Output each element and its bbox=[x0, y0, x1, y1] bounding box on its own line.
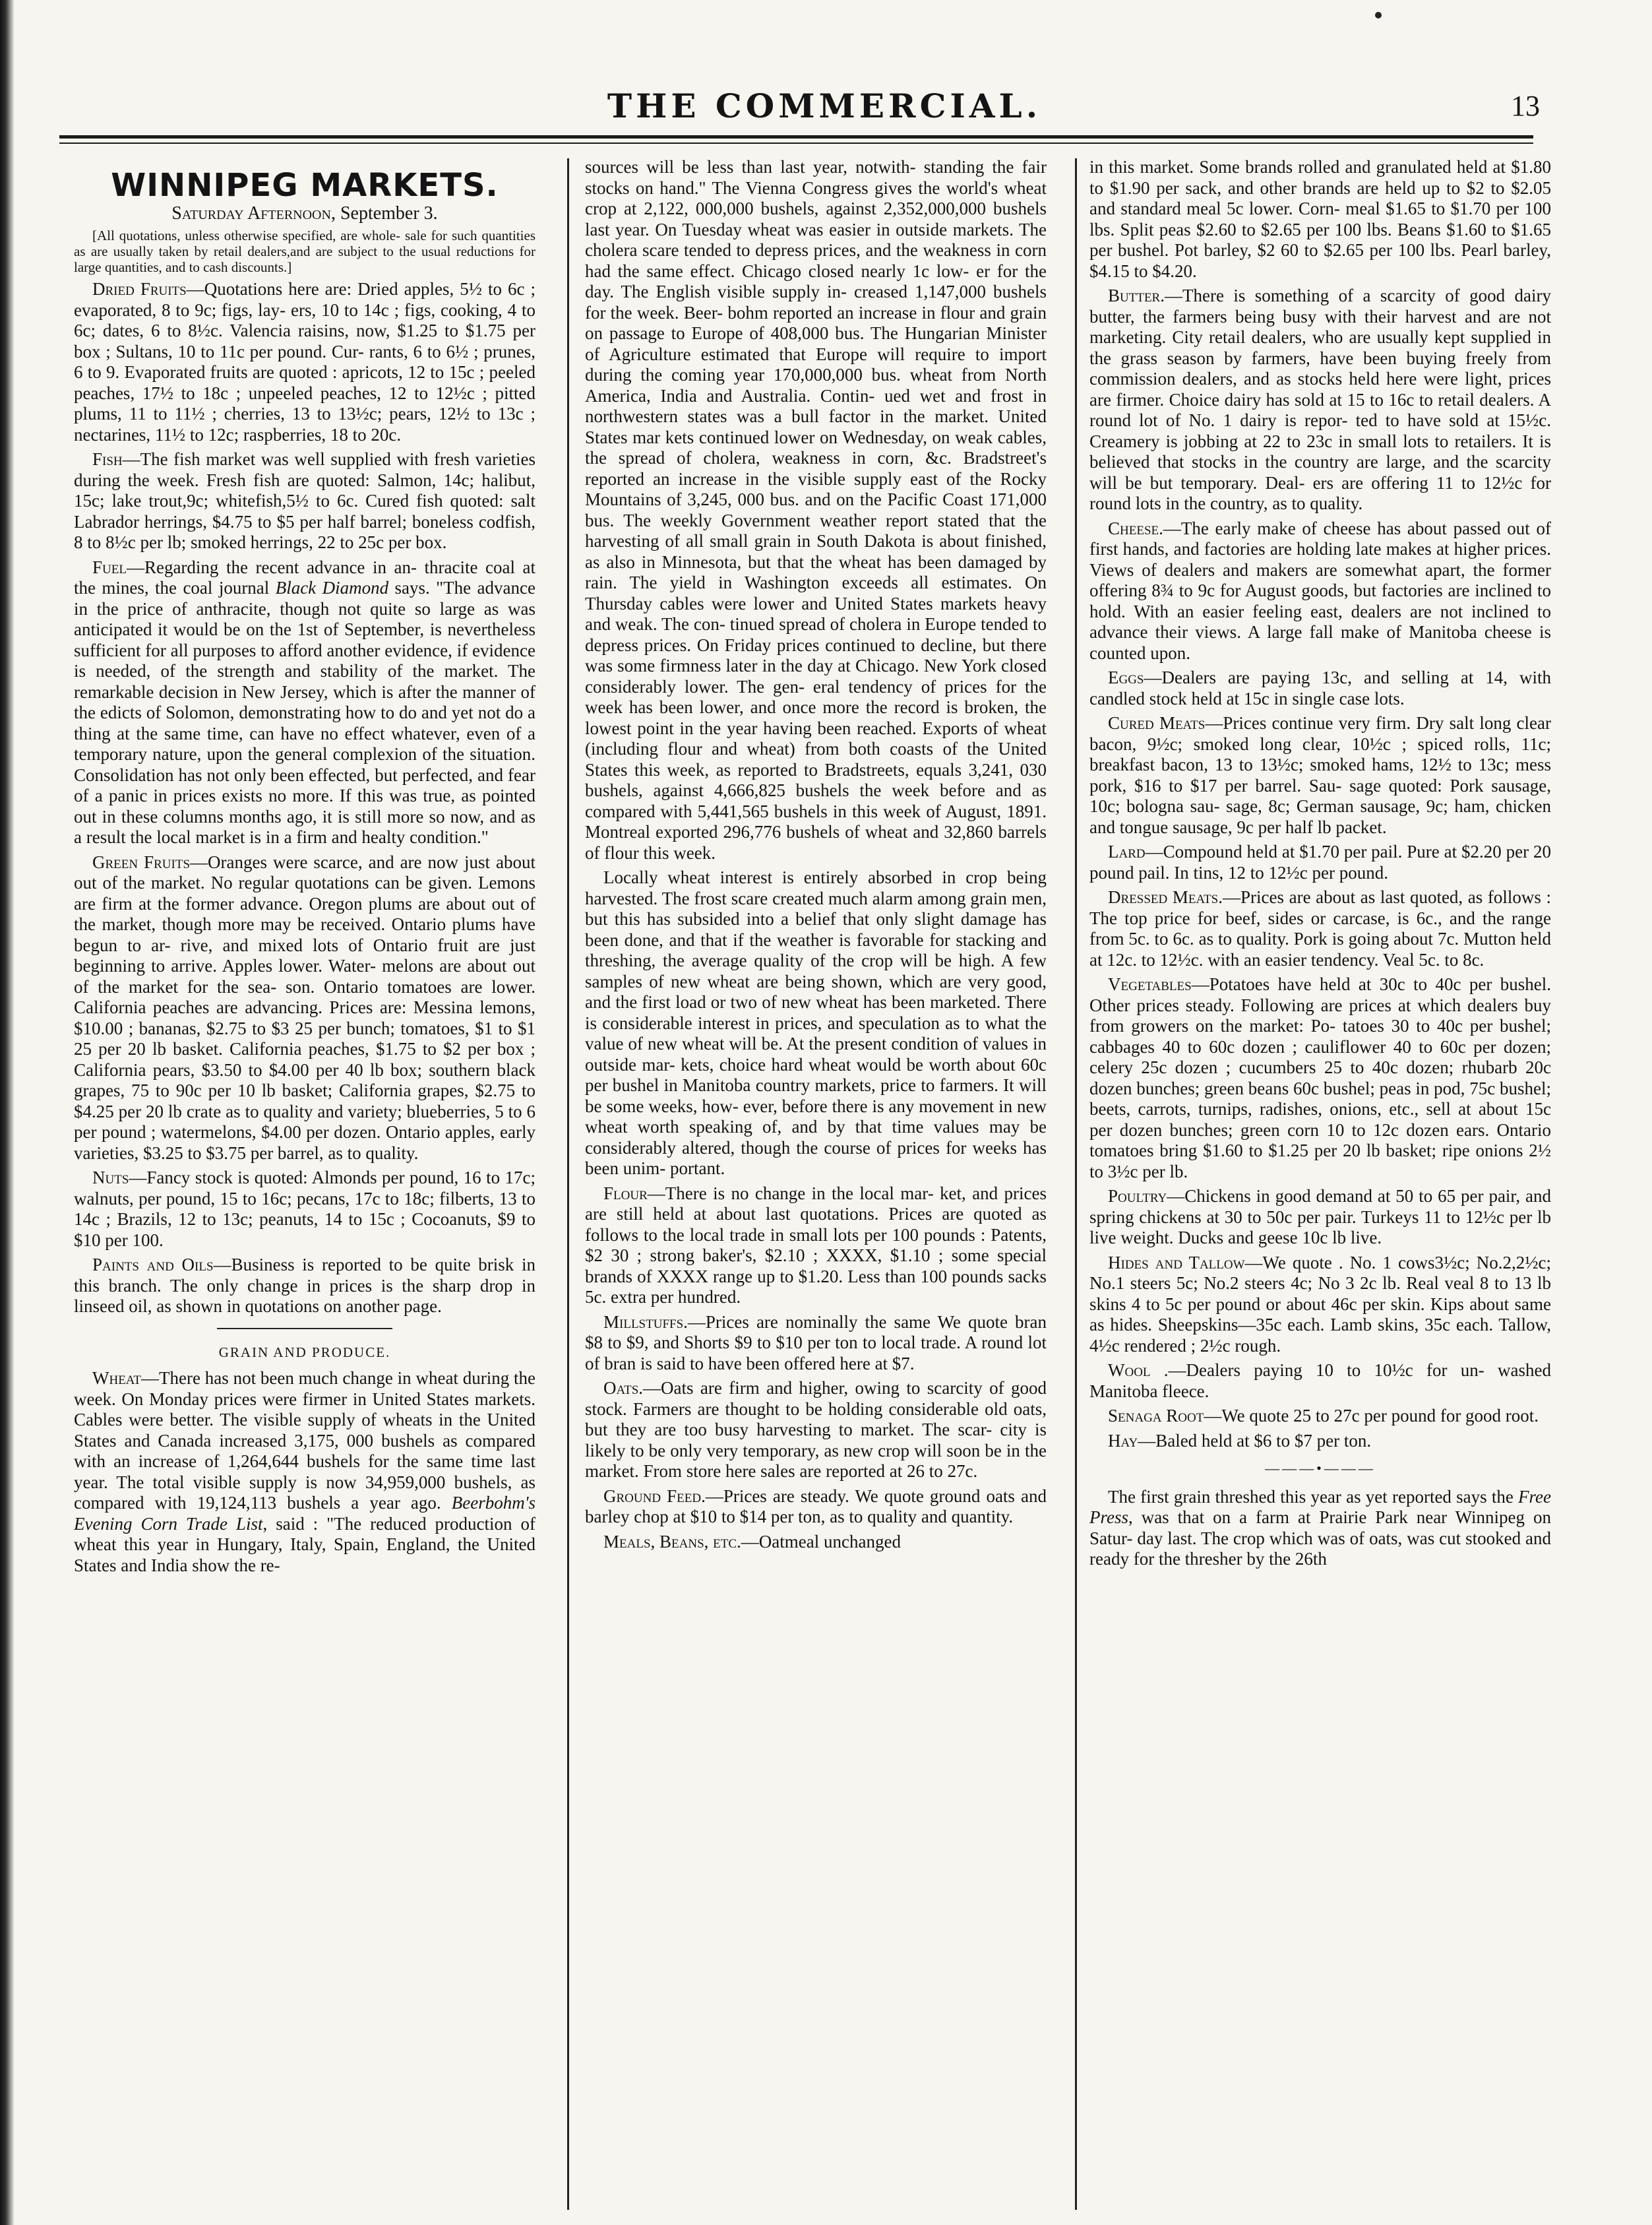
text-first-grain-b: , was that on a farm at Prairie Park near Winnipeg on Satur- day last. The crop which was of oats, was cut stooked and ready for the thresher by the 26th bbox=[1089, 1507, 1551, 1569]
paragraph-paints bbox=[74, 1255, 535, 1317]
section-heading-grain: GRAIN AND PRODUCE. bbox=[218, 1344, 391, 1360]
paragraph-dressed-meats bbox=[1089, 887, 1551, 970]
quotation-note: [All quotations, unless otherwise specified, are whole- sale for such quantities as are usually taken by retail dealers,and are subject to the usual reductions for large quantities, and to cash discounts.] bbox=[74, 228, 535, 275]
text-oats: .—Oats are firm and higher, owing to scarcity of good stock. Farmers are thought to be holding considerable old oats, but they are too busy harvesting to market. The scar- city is likely to be only very temporary, as new crop will soon be in the market. From store here sales are reported at 26 to 27c. bbox=[585, 1378, 1047, 1481]
paragraph-dried-fruits bbox=[74, 279, 535, 445]
text-first-grain-a: The first grain threshed this year as yet reported says the bbox=[1108, 1486, 1519, 1507]
text-dressed-meats: .—Prices are about as last quoted, as follows : The top price for beef, sides or carcase, is 6c., and the range from 5c. to 6c. as to quality. Pork is going about 7c. Mutton held at 12c. to 12½c. with an easier tendency. Veal 5c. to 8c. bbox=[1089, 887, 1551, 970]
subhead-dressed-meats: Dressed Meats bbox=[1108, 887, 1219, 907]
text-hides: —We quote . No. 1 cows3½c; No.2,2½c; No.1 steers 5c; No.2 steers 4c; No 3 2c lb. Real veal 8 to 13 lb skins 4 to 5c per pound or about 46c per skin. Kips about same as hides. Sheepskins—35c each. Lamb skins, 35c each. Tallow, 4½c rendered ; 2½c rough. bbox=[1089, 1252, 1551, 1356]
text-first-grain-source: Free Press bbox=[1089, 1486, 1551, 1527]
text-eggs: —Dealers are paying 13c, and selling at 14, with candled stock held at 15c in single case lots. bbox=[1089, 668, 1551, 708]
subhead-green-fruits: Green Fruits bbox=[92, 852, 191, 872]
text-meals: —Oatmeal unchanged bbox=[741, 1531, 901, 1551]
paragraph-oats bbox=[585, 1378, 1047, 1482]
subhead-fish: Fish bbox=[92, 449, 123, 469]
subhead-ground-feed: Ground Feed bbox=[603, 1486, 702, 1506]
paragraph-meals-continued: in this market. Some brands rolled and granulated held at $1.80 to $1.90 per sack, and other brands are held up to $2 to $2.05 and standard meal 5c lower. Corn- meal $1.65 to $1.70 per 100 lbs. Split peas $2.60 to $2.65 per 100 lbs. Beans $1.60 to $1.65 per bushel. Pot barley, $2 60 to $2.65 per 100 lbs. Pearl barley, $4.15 to $4.20. bbox=[1089, 157, 1551, 281]
text-wool: .—Dealers paying 10 to 10½c for un- washed Manitoba fleece. bbox=[1089, 1360, 1551, 1401]
subhead-meals: Meals, Beans, etc. bbox=[603, 1531, 741, 1551]
text-millstuffs: .—Prices are nominally the same We quote bran $8 to $9, and Shorts $9 to $10 per ton to local trade. A round lot of bran is said to have been offered here at $7. bbox=[585, 1311, 1047, 1373]
paragraph-fish bbox=[74, 449, 535, 553]
column-rule-2 bbox=[1075, 158, 1077, 2210]
subhead-millstuffs: Millstuffs bbox=[603, 1311, 684, 1332]
section-separator bbox=[217, 1328, 392, 1329]
text-green-fruits: —Oranges were scarce, and are now just about out of the market. No regular quotations can be given. Lemons are firm at the former advance. Oregon plums are about out of the market, though more may be received. Ontario plums have begun to ar- rive, and mixed lots of Ontario fruit are just beginning to arrive. Apples lower. Water- melons are about out of the market for the sea- son. Ontario tomatoes are lower. California peaches are advancing. Prices are: Messina lemons, $10.00 ; bananas, $2.75 to $3 25 per bunch; tomatoes, $1 to $1 25 per 20 lb basket. California peaches, $1.75 to $2 per box ; California pears, $3.50 to $4.00 per 40 lb box; southern black grapes, 75 to 90c per 10 lb basket; California grapes, $2.75 to $4.25 per 20 lb crate as to quality and variety; blueberries, 5 to 6 per pound ; watermelons, $4.00 per dozen. Ontario apples, early varieties, $3.25 to $3.75 per barrel, as to quality. bbox=[74, 852, 535, 1163]
page-binding-edge bbox=[0, 0, 15, 2225]
subhead-cheese: Cheese bbox=[1108, 518, 1159, 538]
subhead-oats: Oats bbox=[603, 1378, 639, 1398]
paragraph-flour bbox=[585, 1183, 1047, 1308]
paragraph-millstuffs bbox=[585, 1312, 1047, 1375]
text-cheese: .—The early make of cheese has about passed out of first hands, and factories are holding late makes at higher prices. Views of dealers and makers are somewhat apart, the former offering 8¾ to 9c for August goods, but factories are inclined to hold. With an easier feeling east, dealers are not inclined to advance their views. A large fall make of Manitoba cheese is counted upon. bbox=[1089, 518, 1551, 663]
dateline-day: Saturday Afternoon bbox=[171, 203, 331, 224]
paragraph-vegetables bbox=[1089, 974, 1551, 1182]
text-hay: —Baled held at $6 to $7 per ton. bbox=[1138, 1430, 1372, 1451]
paragraph-wheat bbox=[74, 1368, 535, 1576]
subhead-hides: Hides and Tallow bbox=[1108, 1252, 1245, 1272]
subhead-eggs: Eggs bbox=[1108, 668, 1144, 687]
text-fuel-journal: Black Diamond bbox=[275, 578, 389, 598]
subhead-lard: Lard bbox=[1108, 842, 1146, 862]
ink-spot bbox=[1375, 12, 1382, 18]
text-vegetables: —Potatoes have held at 30c to 40c per bushel. Other prices steady. Following are prices at which dealers buy from growers on the market: Po- tatoes 30 to 40c per bushel; cabbages 40 to 60c dozen ; cauliflower 40 to 60c per dozen; celery 25c dozen ; cucumbers 25 to 40c dozen; rhubarb 20c dozen bunches; green beans 60c bushel; peas in pod, 75c bushel; beets, carrots, turnips, radishes, onions, etc., sell at about 15c per dozen bunches; green corn 10 to 12c dozen ears. Ontario tomatoes bring $1.60 to $1.25 per 20 lb basket; ripe onions 2½ to 3½c per lb. bbox=[1089, 974, 1551, 1181]
text-fish: —The fish market was well supplied with fresh varieties during the week. Fresh fish are quoted: Salmon, 14c; halibut, 15c; lake trout,9c; whitefish,5½ to 6c. Cured fish quoted: salt Labrador herrings, $4.75 to $5 per half barrel; boneless codfish, 8 to 8½c per lb; smoked herrings, 22 to 25c per box. bbox=[74, 449, 535, 552]
text-senaga-root: —We quote 25 to 27c per pound for good root. bbox=[1204, 1406, 1539, 1426]
subhead-wheat: Wheat bbox=[92, 1368, 142, 1388]
paragraph-nuts bbox=[74, 1168, 535, 1251]
subhead-wool: Wool bbox=[1108, 1360, 1151, 1380]
text-ground-feed: .—Prices are steady. We quote ground oats and barley chop at $10 to $14 per ton, as to quality and quantity. bbox=[585, 1486, 1047, 1526]
paragraph-first-grain bbox=[1089, 1487, 1551, 1570]
paragraph-wool bbox=[1089, 1360, 1551, 1402]
column-3 bbox=[1089, 157, 1551, 2209]
masthead bbox=[0, 82, 1652, 129]
subhead-flour: Flour bbox=[603, 1183, 648, 1203]
text-cured-meats: —Prices continue very firm. Dry salt long clear bacon, 9½c; smoked long clear, 10½c ; spiced rolls, 11c; breakfast bacon, 13 to 13½c; smoked hams, 12½ to 13c; mess pork, $16 to $17 per barrel. Sau- sage quoted: Pork sausage, 10c; bologna sau- sage, 8c; German sausage, 9c; ham, chicken and tongue sausage, 9c per half lb packet. bbox=[1089, 713, 1551, 837]
article-headline: WINNIPEG MARKETS. bbox=[111, 167, 499, 204]
text-poultry: —Chickens in good demand at 50 to 65 per pair, and spring chickens at 30 to 50c per pair. Turkeys 11 to 12½c per lb live weight. Ducks and geese 10c lb live. bbox=[1089, 1186, 1551, 1247]
subhead-dried-fruits: Dried Fruits bbox=[92, 279, 187, 299]
paragraph-eggs bbox=[1089, 668, 1551, 709]
paragraph-hides bbox=[1089, 1253, 1551, 1357]
ornamental-divider: ———•——— bbox=[1265, 1460, 1376, 1476]
text-nuts: —Fancy stock is quoted: Almonds per pound, 16 to 17c; walnuts, per pound, 15 to 16c; pecans, 17c to 18c; filberts, 13 to 14c ; Brazils, 12 to 13c; peanuts, 14 to 15c ; Cocoanuts, $9 to $10 per 100. bbox=[74, 1168, 535, 1250]
paragraph-butter bbox=[1089, 286, 1551, 515]
paragraph-cheese bbox=[1089, 518, 1551, 664]
paragraph-hay bbox=[1089, 1431, 1551, 1452]
page-number: 13 bbox=[1511, 90, 1540, 122]
paragraph-ground-feed bbox=[585, 1486, 1047, 1528]
subhead-cured-meats: Cured Meats bbox=[1108, 713, 1206, 733]
subhead-vegetables: Vegetables bbox=[1108, 974, 1192, 994]
paragraph-lard bbox=[1089, 842, 1551, 883]
paragraph-senaga-root bbox=[1089, 1406, 1551, 1427]
column-rule-1 bbox=[567, 158, 569, 2210]
dateline bbox=[74, 203, 535, 224]
text-lard: —Compound held at $1.70 per pail. Pure at $2.20 per 20 pound pail. In tins, 12 to 12½c per pound. bbox=[1089, 842, 1551, 883]
masthead-title: THE COMMERCIAL. bbox=[607, 86, 1042, 125]
masthead-rule-thick bbox=[59, 135, 1533, 139]
text-flour: —There is no change in the local mar- ket, and prices are still held at about last quotations. Prices are quoted as follows to the local trade in small lots per 100 pounds : Patents, $2 30 ; strong baker's, $2.10 ; XXXX, $1.10 ; some special brands of XXXX range up to $1.20. Less than 100 pounds sacks 5c. extra per hundred. bbox=[585, 1183, 1047, 1307]
text-fuel-a: —Regarding the recent advance in an- thracite coal at the mines, the coal journal bbox=[74, 557, 535, 598]
paragraph-wheat-continued: sources will be less than last year, notwith- standing the fair stocks on hand." The Vienna Congress gives the world's wheat crop at 2,122, 000,000 bushels, against 2,352,000,000 bushels last year. On Tuesday wheat was easier in outside markets. The cholera scare tended to depress prices, and the weakness in corn had the same effect. Chicago closed nearly 1c low- er for the day. The English visible supply in- creased 1,147,000 bushels for the week. Beer- bohm reported an increase in flour and grain on passage to Europe of 408,000 bus. The Hungarian Minister of Agriculture estimated that Europe will require to import during the coming year 170,000,000 bus. wheat from North America, India and Australia. Contin- ued wet and frost in northwestern states was a bull factor in the market. United States mar kets continued lower on Wednesday, on weak cables, the spread of cholera, weakness in corn, &c. Bradstreet's reported an increase in the visible supply east of the Rocky Mountains of 3,245, 000 bus. and on the Pacific Coast 171,000 bus. The weekly Government weather report stated that the harvesting of all small grain in South Dakota is about finished, as also in Minnesota, but that the wheat has been damaged by rain. The yield in Washington exceeds all estimates. On Thursday cables were lower and United States markets heavy and weak. The con- tinued spread of cholera in Europe tended to depress prices. On Friday prices continued to decline, but there was some firmness later in the day at Chicago. New York closed considerably lower. The gen- eral tendency of prices for the week has been lower, and once more the record is broken, the lowest point in the year having been reached. Exports of wheat (including flour and wheat) from both coasts of the United States this week, as reported to Bradstreets, equals 3,241, 030 bushels, against 4,666,825 bushels the week before and as compared with 5,441,565 bushels in this week of August, 1891. Montreal exported 296,776 bushels of wheat and 32,860 barrels of flour this week. bbox=[585, 157, 1047, 863]
subhead-butter: Butter bbox=[1108, 286, 1161, 305]
subhead-poultry: Poultry bbox=[1108, 1186, 1167, 1206]
paragraph-green-fruits bbox=[74, 852, 535, 1164]
paragraph-cured-meats bbox=[1089, 713, 1551, 838]
text-wheat-a: —There has not been much change in wheat during the week. On Monday prices were firmer in United States markets. Cables were better. The visible supply of wheats in the United States and Canada increased 3,175, 000 bushels as compared with an increase of 1,264,644 bushels for the same time last year. The total visible supply is now 34,959,000 bushels, as compared with 19,124,113 bushels a year ago. bbox=[74, 1368, 535, 1513]
text-wheat-source: Beerbohm's Evening Corn Trade List bbox=[74, 1493, 535, 1534]
paragraph-fuel bbox=[74, 557, 535, 848]
subhead-hay: Hay bbox=[1108, 1430, 1138, 1451]
text-wheat-b: , said : "The reduced production of wheat this year in Hungary, Italy, Spain, England, the United States and India show the re- bbox=[74, 1513, 535, 1575]
column-2 bbox=[585, 157, 1047, 2209]
subhead-paints: Paints and Oils bbox=[92, 1255, 214, 1274]
text-dried-fruits: —Quotations here are: Dried apples, 5½ to 6c ; evaporated, 8 to 9c; figs, lay- ers, 10 to 14c ; figs, cooking, 4 to 6c; dates, 6 to 8½c. Valencia raisins, now, $1.25 to $1.75 per box ; Sultans, 10 to 11c per pound. Cur- rants, 6 to 6½ ; prunes, 6 to 9. Evaporated fruits are quoted : apricots, 12 to 15c ; peeled peaches, 17½ to 18c ; unpeeled peaches, 12 to 12½c ; pitted plums, 11 to 11½ ; cherries, 13 to 13½c; pears, 12½ to 13c ; nectarines, 11½ to 12c; raspberries, 18 to 20c. bbox=[74, 279, 535, 445]
text-butter: .—There is something of a scarcity of good dairy butter, the farmers being busy with their harvest and are not marketing. City retail dealers, who are usually kept supplied in the grass season by farmers, have been buying freely from commission dealers, and as stocks held here were light, prices are firmer. Choice dairy has sold at 15 to 16c to retail dealers. A round lot of No. 1 dairy is repor- ted to have sold at 15½c. Creamery is jobbing at 22 to 23c in small lots to retailers. It is believed that stocks in the country are large, and the scarcity will be but temporary. Deal- ers are offering 11 to 12½c for round lots in the country, as to quality. bbox=[1089, 286, 1551, 513]
paragraph-poultry bbox=[1089, 1186, 1551, 1249]
paragraph-local-wheat: Locally wheat interest is entirely absorbed in crop being harvested. The frost scare created much alarm among grain men, but this has subsided into a belief that only slight damage has been done, and that if the weather is favorable for stacking and threshing, the average quality of the crop will be high. A few samples of new wheat are being shown, which are very good, and the first load or two of new wheat has been marketed. There is considerable interest in prices, and speculation as to what the value of new wheat will be. At the present condition of values in outside mar- kets, choice hard wheat would be worth about 60c per bushel in Manitoba country markets, price to farmers. It will be some weeks, how- ever, before there is any movement in new wheat worth speaking of, and by that time values may be considerably altered, though the course of prices for weeks has been unim- portant. bbox=[585, 867, 1047, 1178]
dateline-date: , September 3. bbox=[330, 203, 438, 224]
text-fuel-b: says. "The advance in the price of anthracite, though not quite so large as was anticipated it would be on the 1st of September, is nevertheless sufficient for all purposes to afford another evidence, if evidence is needed, of the strength and stability of the market. The remarkable decision in New Jersey, which is after the manner of the edicts of Solomon, demonstrating how to do and yet not do a thing at the same time, can have no effect whatever, even of a temporary nature, upon the general complexion of the situation. Consolidation has not only been effected, but perfected, and fear of a panic in prices exists no more. If this was true, as pointed out in these columns months ago, it is still more so now, and as a result the local market is in a firm and healty condition." bbox=[74, 578, 535, 847]
subhead-nuts: Nuts bbox=[92, 1168, 129, 1187]
masthead-rule-thin bbox=[59, 142, 1533, 144]
subhead-senaga-root: Senaga Root bbox=[1108, 1406, 1204, 1426]
text-paints: —Business is reported to be quite brisk in this branch. The only change in prices is the sharp drop in linseed oil, as shown in quotations on another page. bbox=[74, 1255, 535, 1316]
subhead-fuel: Fuel bbox=[92, 557, 127, 577]
paragraph-meals bbox=[585, 1532, 1047, 1553]
column-1 bbox=[74, 157, 535, 2209]
